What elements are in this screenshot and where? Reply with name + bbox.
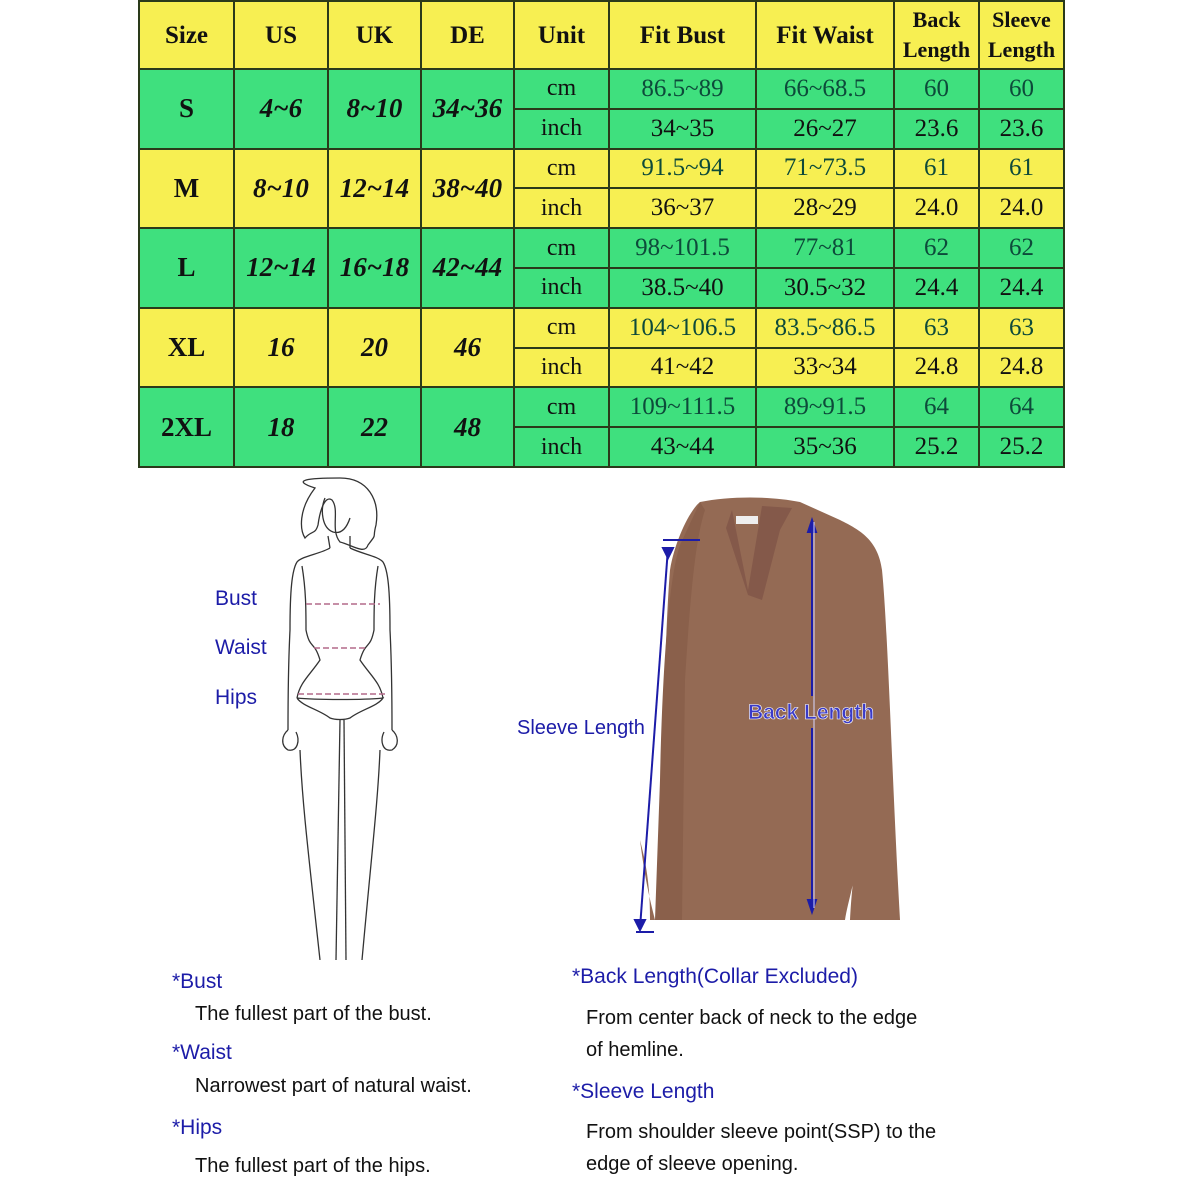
fit-bust-cell: 98~101.5 xyxy=(609,228,756,268)
de-size-cell: 38~40 xyxy=(421,149,514,229)
sleeve-length-cell: 24.0 xyxy=(979,188,1064,228)
table-row xyxy=(139,149,1064,189)
back-length-desc-line1: From center back of neck to the edge xyxy=(586,1007,918,1029)
back-length-cell: 24.8 xyxy=(894,348,979,388)
header-uk: UK xyxy=(328,1,421,69)
fit-bust-cell: 91.5~94 xyxy=(609,149,756,189)
sleeve-length-cell: 23.6 xyxy=(979,109,1064,149)
unit-cell: inch xyxy=(514,427,609,467)
sleeve-length-cell: 61 xyxy=(979,149,1064,189)
us-size-cell: 16 xyxy=(234,308,328,388)
waist-desc-title: *Waist xyxy=(172,1041,232,1064)
header-sleeve-line1: Sleeve xyxy=(992,7,1051,32)
back-length-cell: 23.6 xyxy=(894,109,979,149)
uk-size-cell: 22 xyxy=(328,387,421,467)
table-row xyxy=(139,308,1064,348)
header-sleeve-line2: Length xyxy=(987,37,1056,62)
uk-size-cell: 20 xyxy=(328,308,421,388)
us-size-cell: 8~10 xyxy=(234,149,328,229)
bust-label: Bust xyxy=(215,587,258,610)
unit-cell: inch xyxy=(514,188,609,228)
fit-bust-cell: 109~111.5 xyxy=(609,387,756,427)
sleeve-length-desc-line2: edge of sleeve opening. xyxy=(586,1153,799,1175)
unit-cell: inch xyxy=(514,109,609,149)
header-fit-waist: Fit Waist xyxy=(756,1,894,69)
header-size: Size xyxy=(139,1,234,69)
us-size-cell: 4~6 xyxy=(234,69,328,149)
fit-waist-cell: 66~68.5 xyxy=(756,69,894,109)
unit-cell: cm xyxy=(514,149,609,189)
us-size-cell: 18 xyxy=(234,387,328,467)
back-length-label: Back Length xyxy=(748,701,875,724)
header-us: US xyxy=(234,1,328,69)
back-length-cell: 64 xyxy=(894,387,979,427)
size-cell: S xyxy=(139,69,234,149)
header-back-length xyxy=(894,1,979,69)
fit-bust-cell: 86.5~89 xyxy=(609,69,756,109)
header-fit-bust: Fit Bust xyxy=(609,1,756,69)
fit-waist-cell: 89~91.5 xyxy=(756,387,894,427)
de-size-cell: 46 xyxy=(421,308,514,388)
fit-bust-cell: 34~35 xyxy=(609,109,756,149)
table-row xyxy=(139,69,1064,109)
fit-waist-cell: 71~73.5 xyxy=(756,149,894,189)
header-unit: Unit xyxy=(514,1,609,69)
size-chart-table xyxy=(138,0,1065,468)
unit-cell: inch xyxy=(514,268,609,308)
sleeve-length-cell: 63 xyxy=(979,308,1064,348)
sleeve-length-cell: 25.2 xyxy=(979,427,1064,467)
back-length-cell: 24.0 xyxy=(894,188,979,228)
hips-desc-title: *Hips xyxy=(172,1116,223,1139)
back-length-cell: 61 xyxy=(894,149,979,189)
sleeve-length-desc-line1: From shoulder sleeve point(SSP) to the xyxy=(586,1121,937,1143)
table-row xyxy=(139,228,1064,268)
unit-cell: cm xyxy=(514,228,609,268)
sleeve-length-label: Sleeve Length xyxy=(517,717,645,739)
de-size-cell: 42~44 xyxy=(421,228,514,308)
fit-waist-cell: 77~81 xyxy=(756,228,894,268)
header-back-line1: Back xyxy=(912,7,961,32)
back-length-desc-title: *Back Length(Collar Excluded) xyxy=(572,965,858,988)
sleeve-length-cell: 64 xyxy=(979,387,1064,427)
hips-label: Hips xyxy=(215,686,258,709)
unit-cell: inch xyxy=(514,348,609,388)
fit-bust-cell: 43~44 xyxy=(609,427,756,467)
fit-bust-cell: 38.5~40 xyxy=(609,268,756,308)
sleeve-length-cell: 24.8 xyxy=(979,348,1064,388)
waist-desc-text: Narrowest part of natural waist. xyxy=(195,1075,472,1097)
fit-waist-cell: 26~27 xyxy=(756,109,894,149)
size-cell: XL xyxy=(139,308,234,388)
size-cell: M xyxy=(139,149,234,229)
hips-desc-text: The fullest part of the hips. xyxy=(195,1155,431,1177)
de-size-cell: 48 xyxy=(421,387,514,467)
waist-label: Waist xyxy=(215,636,267,659)
size-cell: 2XL xyxy=(139,387,234,467)
fit-waist-cell: 30.5~32 xyxy=(756,268,894,308)
unit-cell: cm xyxy=(514,308,609,348)
fit-waist-cell: 35~36 xyxy=(756,427,894,467)
sleeve-length-cell: 62 xyxy=(979,228,1064,268)
sleeve-length-cell: 24.4 xyxy=(979,268,1064,308)
uk-size-cell: 8~10 xyxy=(328,69,421,149)
back-length-cell: 25.2 xyxy=(894,427,979,467)
fit-waist-cell: 33~34 xyxy=(756,348,894,388)
header-back-line2: Length xyxy=(902,37,971,62)
fit-waist-cell: 83.5~86.5 xyxy=(756,308,894,348)
back-length-desc-line2: of hemline. xyxy=(586,1039,684,1061)
back-length-cell: 62 xyxy=(894,228,979,268)
unit-cell: cm xyxy=(514,69,609,109)
fit-bust-cell: 36~37 xyxy=(609,188,756,228)
back-length-cell: 60 xyxy=(894,69,979,109)
table-row xyxy=(139,387,1064,427)
fit-waist-cell: 28~29 xyxy=(756,188,894,228)
header-de: DE xyxy=(421,1,514,69)
sleeve-length-cell: 60 xyxy=(979,69,1064,109)
uk-size-cell: 12~14 xyxy=(328,149,421,229)
fit-bust-cell: 41~42 xyxy=(609,348,756,388)
de-size-cell: 34~36 xyxy=(421,69,514,149)
bust-desc-title: *Bust xyxy=(172,970,223,993)
bust-desc-text: The fullest part of the bust. xyxy=(195,1003,432,1025)
fit-bust-cell: 104~106.5 xyxy=(609,308,756,348)
back-length-cell: 24.4 xyxy=(894,268,979,308)
size-cell: L xyxy=(139,228,234,308)
header-row xyxy=(139,1,1064,69)
header-sleeve-length xyxy=(979,1,1064,69)
unit-cell: cm xyxy=(514,387,609,427)
us-size-cell: 12~14 xyxy=(234,228,328,308)
body-measurement-figure xyxy=(140,470,500,960)
uk-size-cell: 16~18 xyxy=(328,228,421,308)
back-length-cell: 63 xyxy=(894,308,979,348)
sleeve-length-desc-title: *Sleeve Length xyxy=(572,1080,715,1103)
